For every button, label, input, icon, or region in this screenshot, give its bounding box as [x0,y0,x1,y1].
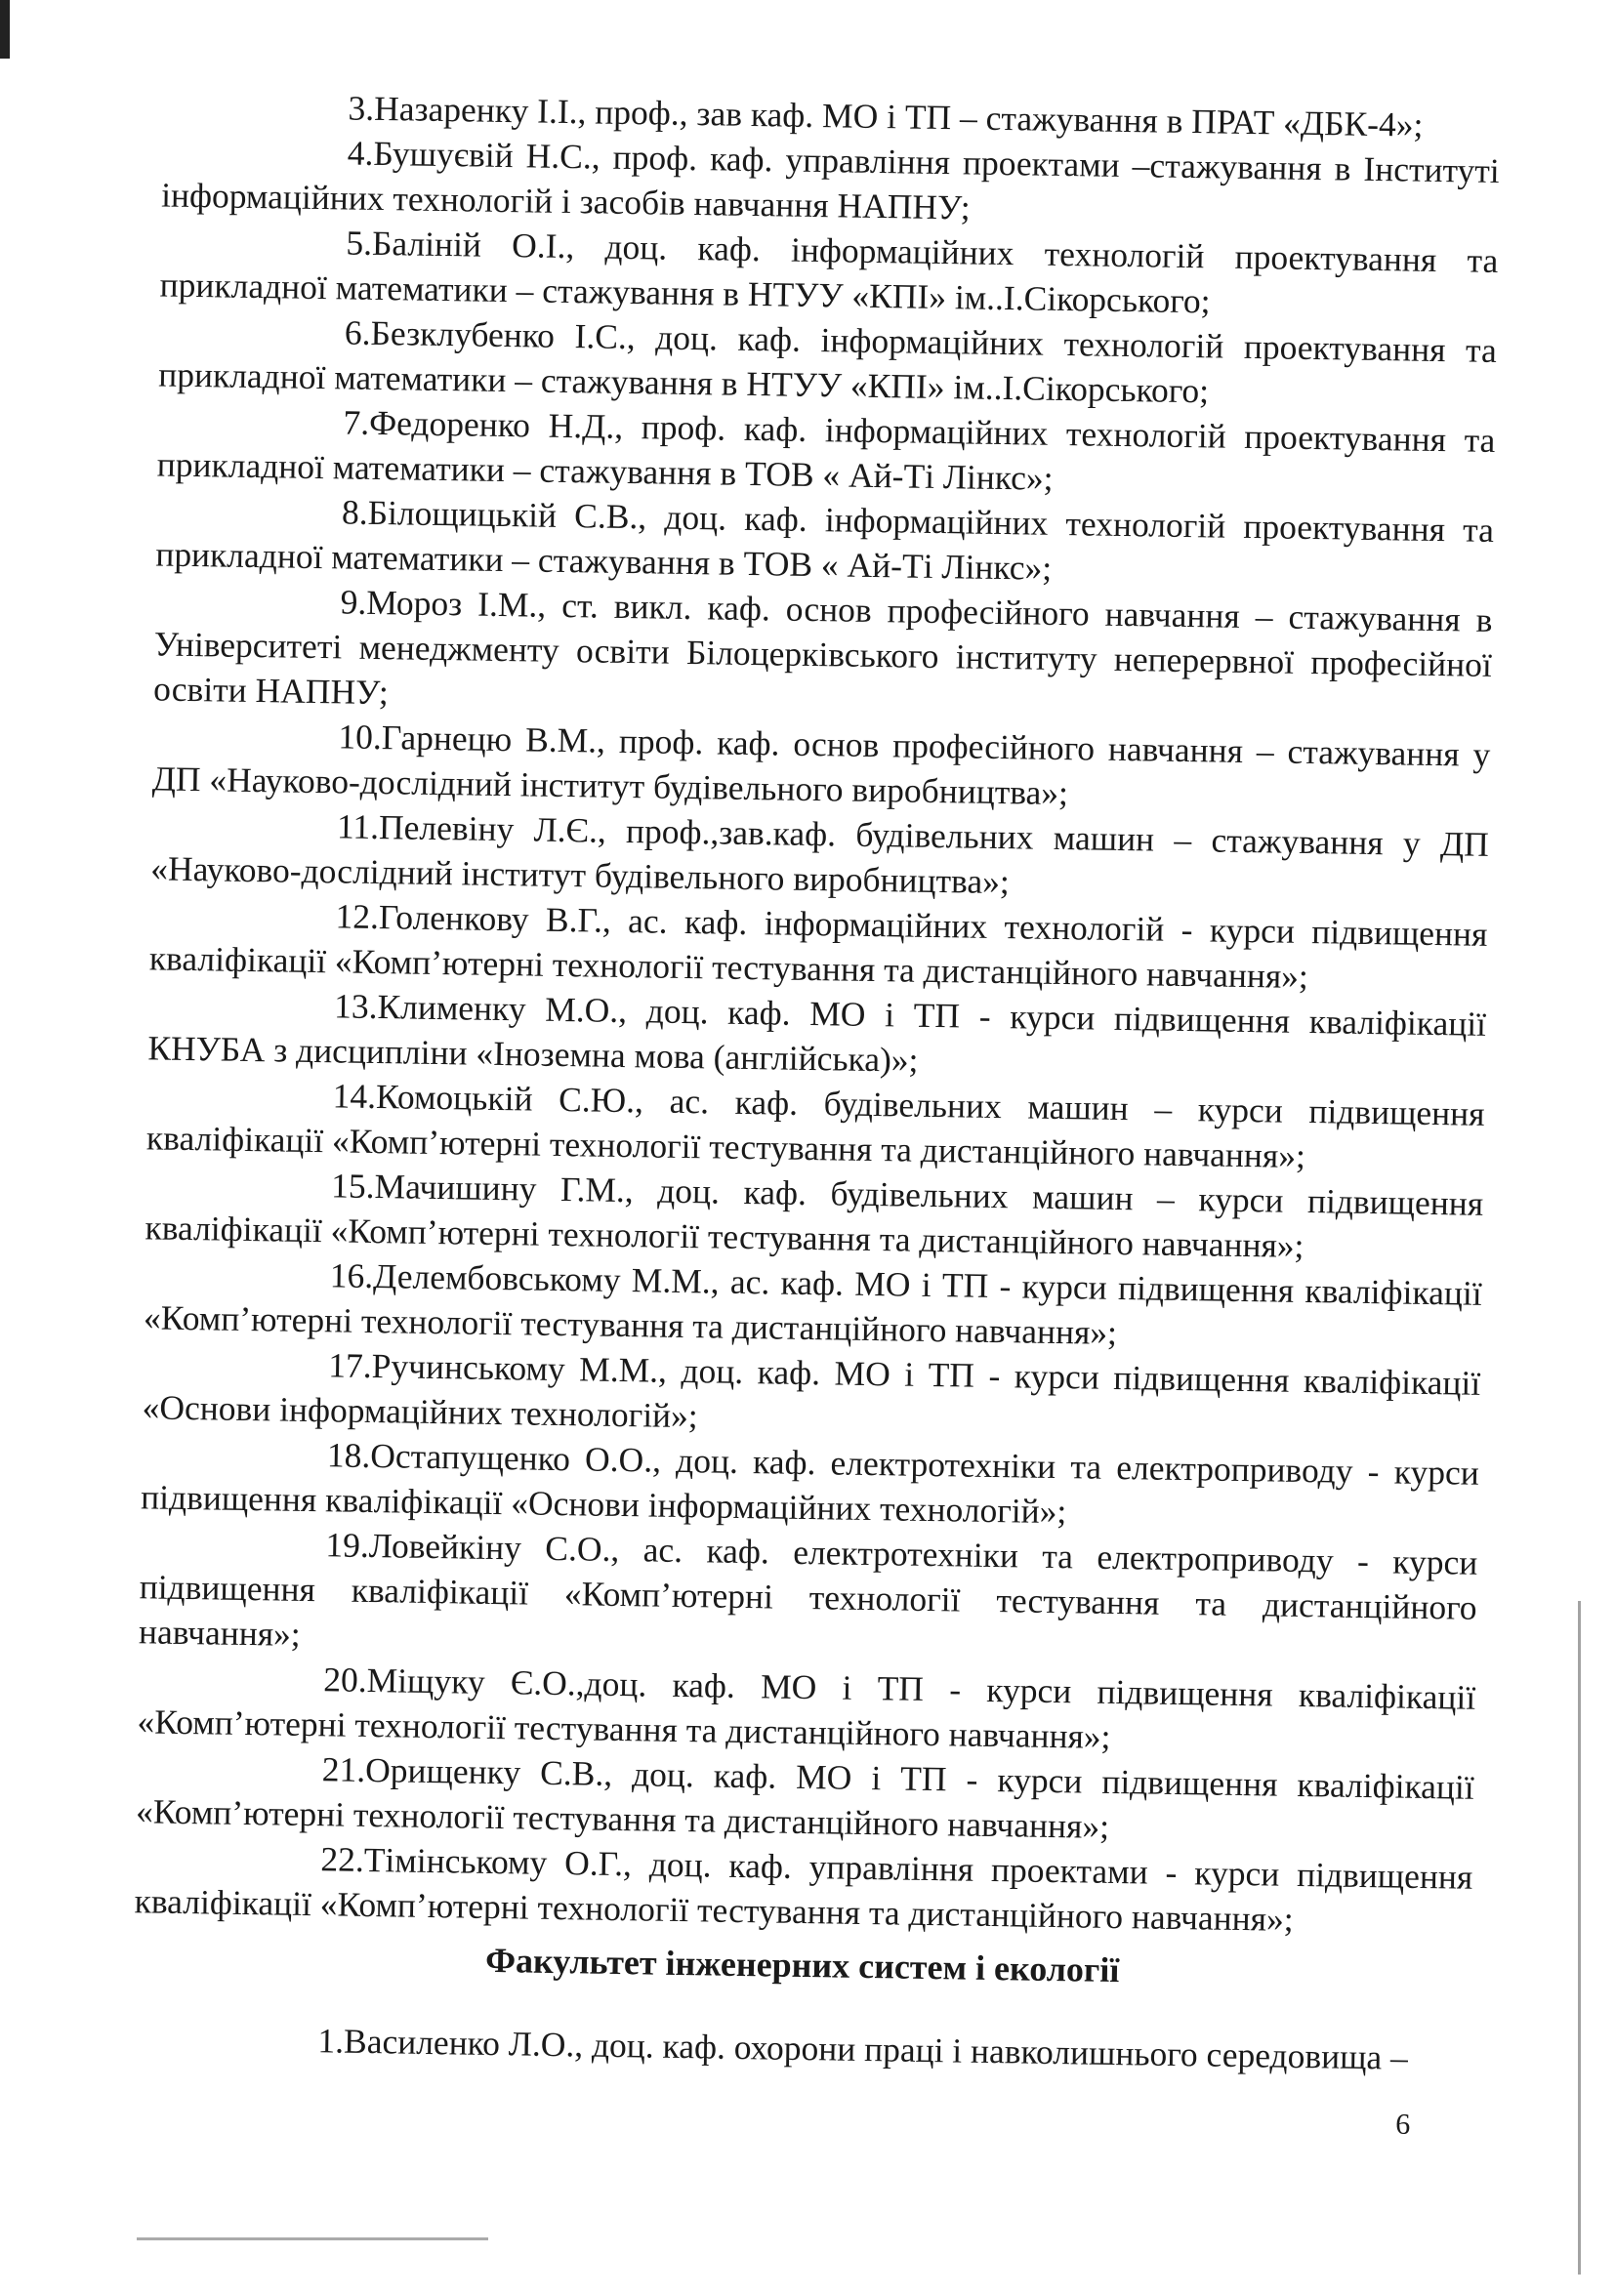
list-item: 21.Орищенку С.В., доц. каф. МО і ТП - курси підвищення кваліфікації «Комп’ютерні технології тестування та дистанційного навчання»; [135,1749,1475,1846]
scan-edge-mark [0,0,10,59]
list-item: 3.Назаренку І.І., проф., зав каф. МО і ТП – стажування в ПРАТ «ДБК-4»; [348,88,1424,144]
list-item: 8.Білощицькій С.В., доц. каф. інформаційних технологій проектування та прикладної математики – стажування в ТОВ « Ай-Ті Лінкс»; [155,492,1495,588]
list-item: 9.Мороз І.М., ст. викл. каф. основ професійного навчання – стажування в Університеті менеджменту освіти Білоцерківського інституту неперервної професійної освіти НАПНУ; [152,582,1493,713]
list-item: 5.Баліній О.І., доц. каф. інформаційних технологій проектування та прикладної математики – стажування в НТУУ «КПІ» ім..І.Сікорського; [159,223,1499,321]
list-item: 13.Клименку М.О., доц. каф. МО і ТП - курси підвищення кваліфікації КНУБА з дисципліни «Іноземна мова (англійська)»; [147,986,1487,1080]
list-item: 11.Пелевіну Л.Є., проф.,зав.каф. будівельних машин – стажування у ДП «Науково-дослідний інститут будівельного виробництва»; [150,806,1490,902]
list-item: 14.Комоцькій С.Ю., ас. каф. будівельних машин – курси підвищення кваліфікації «Комп’ютерні технології тестування та дистанційного навчання»; [145,1076,1485,1176]
section-list [132,2015,1470,2081]
list-item: 15.Мачишину Г.М., доц. каф. будівельних машин – курси підвищення кваліфікації «Комп’ютерні технології тестування та дистанційного навчання»; [145,1166,1484,1265]
scan-edge-mark [137,2237,488,2240]
list-item: 17.Ручинському М.М., доц. каф. МО і ТП - курси підвищення кваліфікації «Основи інформаційних технологій»; [142,1345,1481,1436]
list-item: 19.Ловейкіну С.О., ас. каф. електротехніки та електроприводу - курси підвищення кваліфікації «Комп’ютерні технології тестування та дистанційного навчання»; [138,1525,1478,1654]
list-item: 6.Безклубенко І.С., доц. каф. інформаційних технологій проектування та прикладної математики – стажування в НТУУ «КПІ» ім..І.Сікорського; [157,312,1498,411]
section-heading: Факультет інженерних систем і екології [484,1940,1120,1990]
list-item: 12.Голенкову В.Г., ас. каф. інформаційних технологій - курси підвищення кваліфікації «Комп’ютерні технології тестування та дистанційного навчання»; [148,896,1488,997]
scan-edge-mark [1578,1601,1581,2275]
list-item: 10.Гарнецю В.М., проф. каф. основ професійного навчання – стажування у ДП «Науково-дослідний інститут будівельного виробництва»; [151,717,1491,813]
list-item: 4.Бушуєвій Н.С., проф. каф. управління проектами –стажування в Інституті інформаційних технологій і засобів навчання НАПНУ; [160,133,1501,227]
staff-training-list [134,82,1500,1944]
list-item: 18.Остапущенко О.О., доц. каф. електротехніки та електроприводу - курси підвищення кваліфікації «Основи інформаційних технологій»; [140,1435,1480,1532]
list-item: 7.Федоренко Н.Д., проф. каф. інформаційних технологій проектування та прикладної математики – стажування в ТОВ « Ай-Ті Лінкс»; [156,402,1496,498]
list-item: 1.Василенко Л.О., доц. каф. охорони праці і навколишнього середовища – [317,2021,1409,2077]
list-item: 20.Міщуку Є.О.,доц. каф. МО і ТП - курси підвищення кваліфікації «Комп’ютерні технології тестування та дистанційного навчання»; [137,1660,1476,1756]
page-number: 6 [1395,2108,1411,2141]
list-item: 22.Тімінському О.Г., доц. каф. управління проектами - курси підвищення кваліфікації «Комп’ютерні технології тестування та дистанційного навчання»; [134,1839,1473,1939]
list-item: 16.Делембовському М.М., ас. каф. МО і ТП - курси підвищення кваліфікації «Комп’ютерні технології тестування та дистанційного навчання»; [143,1255,1482,1352]
